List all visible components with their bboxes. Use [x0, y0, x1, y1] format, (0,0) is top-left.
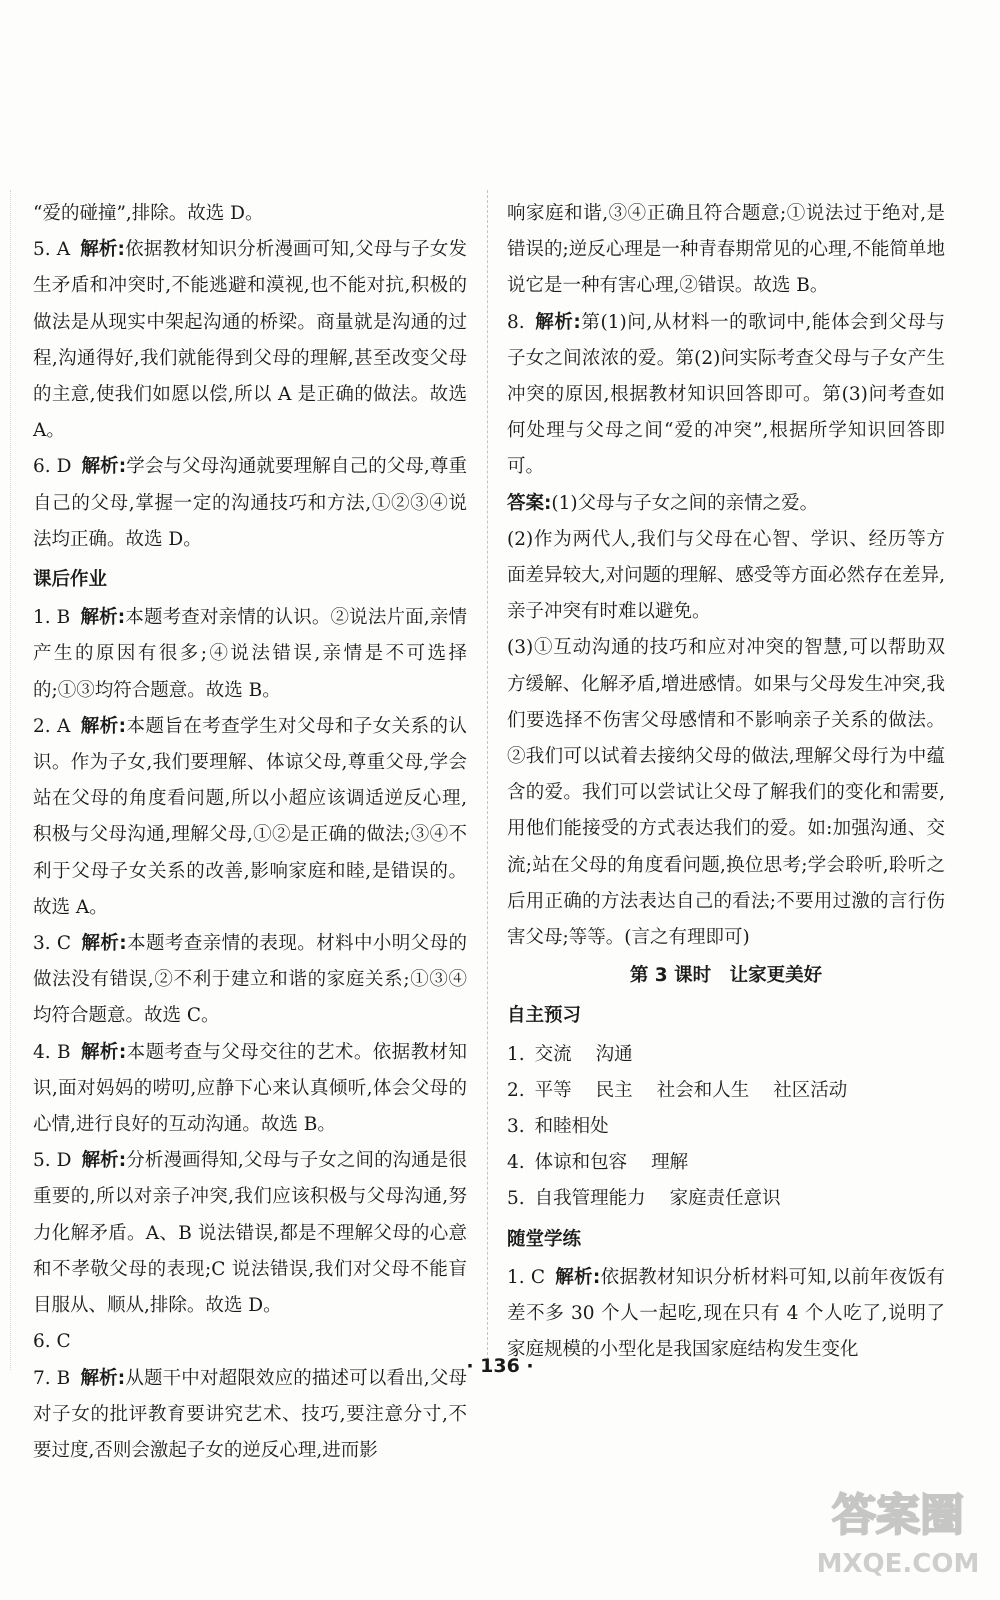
page-number: · 136 · — [466, 1355, 534, 1377]
paragraph: (3)①互动沟通的技巧和应对冲突的智慧,可以帮助双方缓解、化解矛盾,增进感情。如果与父母发生冲突,我们要选择不伤害父母感情和不影响亲子关系的做法。②我们可以试着去接纳父母的做法,理解父母行为中蕴含的爱。我们可以尝试让父母了解我们的变化和需要,用他们能接受的方式表达我们的爱。如:加强沟通、交流;站在父母的角度看问题,换位思考;学会聆听,聆听之后用正确的方法表达自己的看法;不要用过激的言行伤害父母;等等。(言之有理即可) — [507, 637, 945, 949]
watermark-top-text: 答案圈 — [832, 1490, 964, 1541]
answer-text: 本题考查与父母交往的艺术。依据教材知识,面对妈妈的唠叨,应静下心来认真倾听,体会父母的心情,进行良好的互动沟通。故选 B。 — [33, 1041, 467, 1136]
answer-number: 5. — [507, 1188, 525, 1210]
answer-item — [33, 926, 467, 1035]
fill-in-answer — [507, 1037, 945, 1073]
paragraph: (2)作为两代人,我们与父母在心智、学识、经历等方面差异较大,对问题的理解、感受等方面必然存在差异,亲子冲突有时难以避免。 — [507, 528, 945, 623]
answer-word: 自我管理能力 — [534, 1188, 646, 1210]
column-divider — [487, 190, 488, 1370]
section-heading: 随堂学练 — [507, 1228, 582, 1250]
answer-text: 从题干中对超限效应的描述可以看出,父母对子女的批评教育要讲究艺术、技巧,要注意分寸,不要过度,否则会激起子女的逆反心理,进而影 — [33, 1367, 467, 1461]
answer-number: 1. C — [507, 1266, 545, 1288]
answer-text: 本题旨在考查学生对父母和子女关系的认识。作为子女,我们要理解、体谅父母,尊重父母,学会站在父母的角度看问题,所以小超应该调适逆反心理,积极与父母沟通,理解父母,①②是正确的做法;③④不利于父母子女关系的改善,影响家庭和睦,是错误的。故选 A。 — [33, 715, 467, 918]
answer-label: 解析: — [80, 1367, 126, 1389]
answer-item — [507, 486, 945, 522]
answer-item — [33, 449, 467, 558]
section-heading: 自主预习 — [507, 1005, 582, 1027]
right-column — [507, 196, 945, 1369]
answer-word: 沟通 — [595, 1043, 633, 1065]
fill-in-answer — [507, 1145, 945, 1181]
answer-number: 8. — [507, 311, 525, 333]
answer-number: 4. B — [33, 1041, 71, 1063]
answer-label: 答案: — [507, 492, 552, 514]
answer-number: 5. A — [33, 239, 71, 261]
answer-text: 本题考查对亲情的认识。②说法片面,亲情产生的原因有很多;④说法错误,亲情是不可选择的;①③均符合题意。故选 B。 — [33, 607, 467, 701]
answer-item — [33, 709, 467, 926]
answer-text: 第(1)问,从材料一的歌词中,能体会到父母与子女之间浓浓的爱。第(2)问实际考查父母与子女产生冲突的原因,根据教材知识回答即可。第(3)问考查如何处理与父母之间“爱的冲突”,根据所学知识回答即可。 — [507, 311, 945, 478]
answer-item — [33, 1035, 467, 1144]
paragraph: 响家庭和谐,③④正确且符合题意;①说法过于绝对,是错误的;逆反心理是一种青春期常见的心理,不能简单地说它是一种有害心理,②错误。故选 B。 — [507, 203, 945, 297]
answer-item — [507, 1260, 945, 1369]
answer-number: 1. — [507, 1043, 525, 1065]
answer-word: 和睦相处 — [534, 1116, 609, 1138]
answer-label: 解析: — [81, 456, 127, 478]
lesson-title: 第 3 课时 让家更美好 — [629, 965, 823, 987]
binding-gutter-line — [10, 190, 11, 1370]
answer-number: 6. D — [33, 456, 72, 478]
answer-number: 4. — [507, 1152, 525, 1174]
answer-number: 6. C — [33, 1331, 71, 1353]
fill-in-answer — [507, 1109, 945, 1145]
answer-word: 社区活动 — [773, 1079, 848, 1101]
watermark-logo — [808, 1468, 988, 1588]
answer-word: 社会和人生 — [656, 1079, 750, 1101]
answer-text: (1)父母与子女之间的亲情之爱。 — [551, 492, 819, 514]
answer-label: 解析: — [80, 607, 126, 629]
answer-word: 体谅和包容 — [534, 1152, 628, 1174]
answer-text: 本题考查亲情的表现。材料中小明父母的做法没有错误,②不利于建立和谐的家庭关系;①③④均符合题意。故选 C。 — [33, 933, 467, 1027]
answer-text: 学会与父母沟通就要理解自己的父母,尊重自己的父母,掌握一定的沟通技巧和方法,①②③④说法均正确。故选 D。 — [33, 456, 467, 550]
section-heading: 课后作业 — [33, 569, 108, 591]
answer-label: 解析: — [80, 1041, 127, 1063]
answer-item — [33, 1143, 467, 1324]
answer-item — [507, 305, 945, 486]
watermark-bottom-text: MXQE.COM — [816, 1549, 980, 1579]
answer-word: 平等 — [534, 1079, 572, 1101]
answer-number: 3. — [507, 1116, 525, 1138]
answer-number: 1. B — [33, 607, 71, 629]
answer-word: 交流 — [534, 1043, 572, 1065]
answer-text: 分析漫画得知,父母与子女之间的沟通是很重要的,所以对亲子冲突,我们应该积极与父母沟通,努力化解矛盾。A、B 说法错误,都是不理解父母的心意和不孝敬父母的表现;C 说法错误,我们对父母不能盲目服从、顺从,排除。故选 D。 — [33, 1150, 467, 1317]
answer-item — [33, 600, 467, 709]
answer-label: 解析: — [81, 1150, 127, 1172]
answer-number: 2. A — [33, 715, 71, 737]
answer-label: 解析: — [80, 715, 127, 737]
left-column — [33, 196, 467, 1469]
fill-in-answer — [507, 1181, 945, 1217]
answer-number: 2. — [507, 1079, 525, 1101]
answer-label: 解析: — [81, 933, 127, 955]
answer-number: 3. C — [33, 933, 72, 955]
answer-number: 5. D — [33, 1150, 72, 1172]
answer-text: 依据教材知识分析材料可知,以前年夜饭有差不多 30 个人一起吃,现在只有 4 个人吃了,说明了家庭规模的小型化是我国家庭结构发生变化 — [507, 1266, 946, 1361]
answer-text: 依据教材知识分析漫画可知,父母与子女发生矛盾和冲突时,不能逃避和漠视,也不能对抗,积极的做法是从现实中架起沟通的桥梁。商量就是沟通的过程,沟通得好,我们就能得到父母的理解,甚至改变父母的主意,使我们如愿以偿,所以 A 是正确的做法。故选 A。 — [33, 239, 467, 442]
answer-word: 民主 — [595, 1079, 633, 1101]
answer-label: 解析: — [555, 1266, 601, 1288]
fill-in-answer — [507, 1073, 945, 1109]
answer-number: 7. B — [33, 1367, 71, 1389]
answer-label: 解析: — [534, 311, 581, 333]
answer-word: 理解 — [651, 1152, 689, 1174]
answer-item — [33, 232, 467, 449]
answer-label: 解析: — [80, 239, 125, 261]
paragraph: “爱的碰撞”,排除。故选 D。 — [33, 203, 264, 224]
answer-word: 家庭责任意识 — [669, 1188, 781, 1210]
